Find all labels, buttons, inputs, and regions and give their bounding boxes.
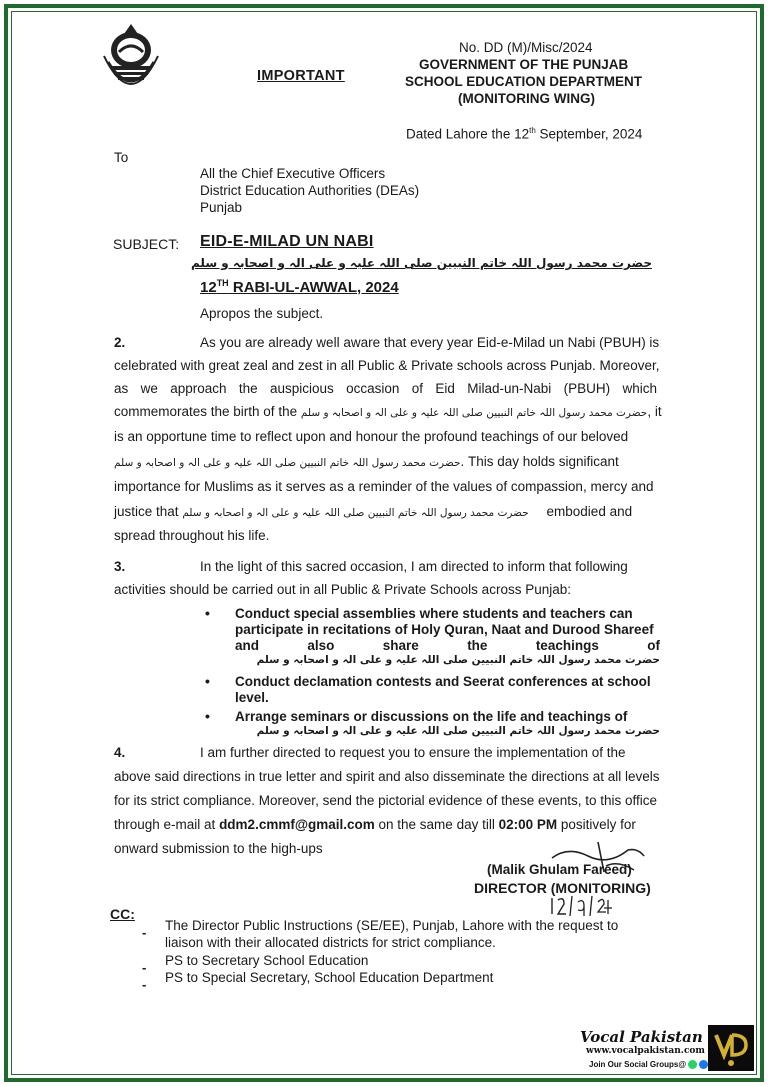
government-heading: GOVERNMENT OF THE PUNJAB: [419, 57, 629, 72]
bullet-2-line-2: level.: [235, 690, 269, 705]
bullet-dot: •: [205, 605, 210, 621]
watermark-url: www.vocalpakistan.com: [586, 1046, 705, 1056]
cc-label: CC:: [110, 906, 135, 922]
urdu-honorific: حضرت محمد رسول اللہ خاتم النبیین صلی اللہ علیہ و علی الہ و اصحابہ و سلم: [300, 407, 648, 419]
dated-line: Dated Lahore the 12th September, 2024: [406, 126, 643, 142]
department-heading: SCHOOL EDUCATION DEPARTMENT: [405, 74, 643, 89]
para-2-line-3: as we approach the auspicious occasion of Eid Milad-un-Nabi (PBUH) which: [114, 381, 657, 396]
para-2-line-9: spread throughout his life.: [114, 528, 270, 543]
para-2-number: 2.: [114, 335, 126, 350]
signatory-name: (Malik Ghulam Fareed): [487, 862, 632, 877]
para-4-line-2: above said directions in true letter and spirit and also disseminate the directions at all levels: [114, 769, 660, 784]
para-4-line-5: onward submission to the high-ups: [114, 841, 323, 856]
watermark-title: Vocal Pakistan: [580, 1028, 703, 1046]
important-label: IMPORTANT: [257, 68, 345, 84]
handwritten-date-icon: [548, 894, 618, 918]
watermark-social: Join Our Social Groups@: [589, 1060, 719, 1069]
vocal-pakistan-logo-icon: [708, 1025, 754, 1071]
para-4-number: 4.: [114, 745, 126, 760]
para-3-line-1: In the light of this sacred occasion, I am directed to inform that following: [200, 559, 628, 574]
para-4-line-3: for its strict compliance. Moreover, send the pictorial evidence of these events, to this office: [114, 793, 658, 808]
para-2-line-8: justice that حضرت محمد رسول اللہ خاتم النبیین صلی اللہ علیہ و علی الہ و اصحابہ و سلم embodied and: [114, 504, 633, 519]
urdu-honorific: حضرت محمد رسول اللہ خاتم النبیین صلی اللہ علیہ و علی الہ و اصحابہ و سلم: [182, 507, 529, 519]
bullet-dot: •: [205, 673, 210, 689]
urdu-honorific: حضرت محمد رسول اللہ خاتم النبیین صلی اللہ علیہ و علی الہ و اصحابہ و سلم: [114, 457, 461, 469]
subject-label: SUBJECT:: [113, 236, 180, 252]
cc-dash: -: [142, 925, 147, 940]
wing-heading: (MONITORING WING): [458, 91, 595, 106]
subject-line-1: EID-E-MILAD UN NABI: [200, 233, 374, 250]
bullet-3-urdu: حضرت محمد رسول اللہ خاتم النبیین صلی اللہ علیہ و علی الہ و اصحابہ و سلم: [256, 725, 660, 737]
para-2-line-5: is an opportune time to reflect upon and honour the profound teachings of our beloved: [114, 429, 629, 444]
deadline-time: 02:00 PM: [498, 817, 558, 832]
apropos-line: Apropos the subject.: [200, 306, 324, 321]
para-3-number: 3.: [114, 559, 126, 574]
para-2-line-1: As you are already well aware that every year Eid-e-Milad un Nabi (PBUH) is: [200, 335, 660, 350]
recipient-line-3: Punjab: [200, 200, 243, 215]
para-2-line-7: importance for Muslims as it serves as a reminder of the values of compassion, mercy and: [114, 479, 654, 494]
facebook-icon: [699, 1060, 708, 1069]
cc-item-1-line-2: liaison with their allocated districts for strict compliance.: [165, 935, 496, 950]
to-label: To: [114, 150, 129, 165]
bullet-1-line-2: participate in recitations of Holy Quran, Naat and Durood Shareef: [235, 622, 654, 637]
para-4-line-4: through e-mail at ddm2.cmmf@gmail.com on the same day till 02:00 PM positively for: [114, 817, 636, 832]
para-4-line-1: I am further directed to request you to ensure the implementation of the: [200, 745, 626, 760]
subject-line-3: 12TH RABI-UL-AWWAL, 2024: [200, 278, 399, 296]
para-2-line-2: celebrated with great zeal and zest in all Public & Private schools across Punjab. Moreover,: [114, 358, 660, 373]
bullet-2-line-1: Conduct declamation contests and Seerat conferences at school: [235, 674, 651, 689]
para-2-line-6: حضرت محمد رسول اللہ خاتم النبیین صلی اللہ علیہ و علی الہ و اصحابہ و سلم. This day holds significant: [114, 454, 619, 469]
cc-dash: -: [142, 977, 147, 992]
bullet-dot: •: [205, 708, 210, 724]
email-address: ddm2.cmmf@gmail.com: [219, 817, 375, 832]
bullet-1-line-1: Conduct special assemblies where students and teachers can: [235, 606, 633, 621]
para-3-line-2: activities should be carried out in all Public & Private Schools across Punjab:: [114, 582, 571, 597]
bullet-1-line-3: and also share the teachings of: [235, 638, 660, 653]
punjab-government-logo-icon: [100, 22, 162, 90]
cc-dash: -: [142, 960, 147, 975]
whatsapp-icon: [688, 1060, 697, 1069]
subject-line-2-urdu: حضرت محمد رسول اللہ خاتم النبیین صلی اللہ علیہ و علی الہ و اصحابہ و سلم: [191, 256, 652, 270]
cc-item-1-line-1: The Director Public Instructions (SE/EE), Punjab, Lahore with the request to: [165, 918, 619, 933]
bullet-3-line-1: Arrange seminars or discussions on the life and teachings of: [235, 709, 628, 724]
cc-item-3: PS to Special Secretary, School Education Department: [165, 970, 494, 985]
cc-item-2: PS to Secretary School Education: [165, 953, 369, 968]
para-2-line-4: commemorates the birth of the حضرت محمد رسول اللہ خاتم النبیین صلی اللہ علیہ و علی الہ و اصحابہ و سلم, it: [114, 404, 662, 419]
bullet-1-urdu: حضرت محمد رسول اللہ خاتم النبیین صلی اللہ علیہ و علی الہ و اصحابہ و سلم: [256, 654, 660, 666]
recipient-line-2: District Education Authorities (DEAs): [200, 183, 420, 198]
recipient-line-1: All the Chief Executive Officers: [200, 166, 386, 181]
signatory-title: DIRECTOR (MONITORING): [474, 880, 651, 896]
reference-number: No. DD (M)/Misc/2024: [459, 40, 593, 55]
